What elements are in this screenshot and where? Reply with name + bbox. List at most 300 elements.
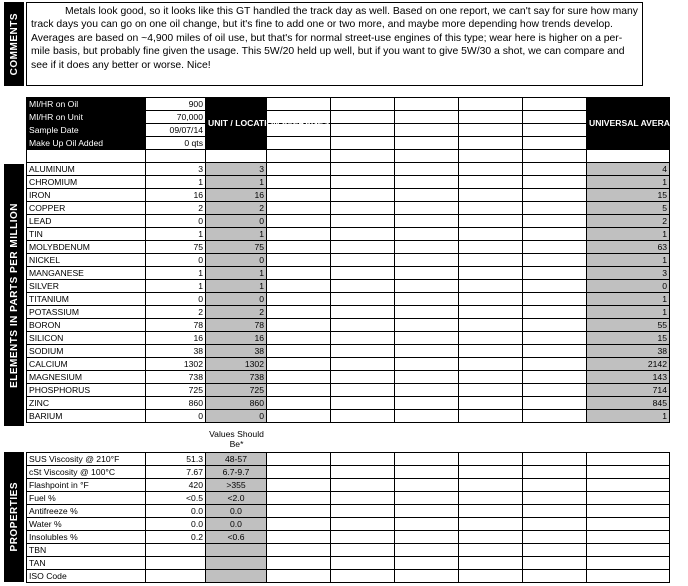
- empty-cell: [523, 544, 587, 557]
- empty-cell: [395, 384, 459, 397]
- empty-cell: [331, 111, 395, 124]
- element-value: 16: [146, 189, 206, 202]
- empty-cell: [523, 215, 587, 228]
- property-name: ISO Code: [27, 570, 146, 583]
- empty-cell: [331, 267, 395, 280]
- element-universal-average: 5: [587, 202, 670, 215]
- property-row: [27, 557, 670, 570]
- empty-cell: [395, 397, 459, 410]
- empty-cell: [267, 267, 331, 280]
- elements-label-text: ELEMENTS IN PARTS PER MILLION: [8, 202, 20, 388]
- property-row: [27, 479, 670, 492]
- empty-cell: [267, 492, 331, 505]
- empty-cell: [459, 358, 523, 371]
- empty-cell: [331, 384, 395, 397]
- property-name: SUS Viscosity @ 210°F: [27, 453, 146, 466]
- empty-cell: [267, 544, 331, 557]
- elements-table: [26, 97, 688, 423]
- empty-cell: [459, 332, 523, 345]
- empty-cell: [267, 410, 331, 423]
- empty-cell: [395, 306, 459, 319]
- empty-cell: [459, 466, 523, 479]
- empty-cell: [523, 332, 587, 345]
- element-value: 38: [146, 345, 206, 358]
- empty-cell: [267, 518, 331, 531]
- property-should-be: [206, 544, 267, 557]
- element-row: [27, 163, 670, 176]
- empty-cell: [587, 453, 670, 466]
- element-name: SILICON: [27, 332, 146, 345]
- empty-cell: [523, 492, 587, 505]
- empty-cell: [523, 557, 587, 570]
- empty-cell: [459, 505, 523, 518]
- element-name: MAGNESIUM: [27, 371, 146, 384]
- element-name: LEAD: [27, 215, 146, 228]
- empty-cell: [267, 163, 331, 176]
- element-value: 738: [146, 371, 206, 384]
- property-should-be: >355: [206, 479, 267, 492]
- sample-info-label: Make Up Oil Added: [27, 137, 146, 150]
- empty-cell: [523, 293, 587, 306]
- empty-cell: [395, 241, 459, 254]
- empty-cell: [331, 306, 395, 319]
- property-should-be: 48-57: [206, 453, 267, 466]
- element-row: [27, 397, 670, 410]
- empty-cell: [267, 98, 331, 111]
- element-unit-average: 3: [206, 163, 267, 176]
- element-value: 1: [146, 267, 206, 280]
- property-value: 0.0: [146, 505, 206, 518]
- element-row: [27, 293, 670, 306]
- empty-cell: [267, 557, 331, 570]
- empty-cell: [331, 137, 395, 150]
- empty-cell: [459, 570, 523, 583]
- empty-cell: [331, 358, 395, 371]
- element-value: 1: [146, 280, 206, 293]
- empty-cell: [395, 267, 459, 280]
- element-value: 1: [146, 176, 206, 189]
- empty-cell: [523, 111, 587, 124]
- values-should-be-label: Values Should Be*: [209, 429, 264, 449]
- property-row: [27, 453, 670, 466]
- element-row: [27, 254, 670, 267]
- sample-info-value: 70,000: [146, 111, 206, 124]
- element-row: [27, 358, 670, 371]
- empty-cell: [523, 479, 587, 492]
- element-name: COPPER: [27, 202, 146, 215]
- element-unit-average: 16: [206, 332, 267, 345]
- empty-cell: [523, 453, 587, 466]
- property-name: Insolubles %: [27, 531, 146, 544]
- element-name: NICKEL: [27, 254, 146, 267]
- unit-location-averages-header: UNIT / LOCATION AVERAGES: [206, 98, 267, 150]
- element-row: [27, 176, 670, 189]
- element-universal-average: 714: [587, 384, 670, 397]
- empty-cell: [267, 137, 331, 150]
- element-unit-average: 0: [206, 410, 267, 423]
- empty-cell: [523, 176, 587, 189]
- empty-cell: [331, 397, 395, 410]
- element-row: [27, 228, 670, 241]
- empty-cell: [523, 345, 587, 358]
- empty-cell: [459, 557, 523, 570]
- element-unit-average: 16: [206, 189, 267, 202]
- empty-cell: [331, 202, 395, 215]
- element-unit-average: 2: [206, 306, 267, 319]
- element-value: 2: [146, 202, 206, 215]
- empty-cell: [523, 466, 587, 479]
- empty-cell: [523, 505, 587, 518]
- properties-label-text: PROPERTIES: [8, 482, 20, 552]
- empty-cell: [331, 293, 395, 306]
- empty-cell: [459, 544, 523, 557]
- empty-cell: [267, 384, 331, 397]
- empty-cell: [395, 505, 459, 518]
- empty-cell: [395, 518, 459, 531]
- element-universal-average: 143: [587, 371, 670, 384]
- property-should-be: 0.0: [206, 518, 267, 531]
- empty-cell: [395, 466, 459, 479]
- spacer-row: [27, 150, 670, 163]
- empty-cell: [267, 280, 331, 293]
- empty-cell: [395, 137, 459, 150]
- empty-cell: [331, 531, 395, 544]
- empty-cell: [267, 319, 331, 332]
- empty-cell: [587, 466, 670, 479]
- element-unit-average: 75: [206, 241, 267, 254]
- element-unit-average: 0: [206, 254, 267, 267]
- empty-cell: [587, 518, 670, 531]
- element-name: PHOSPHORUS: [27, 384, 146, 397]
- empty-cell: [459, 293, 523, 306]
- empty-cell: [331, 371, 395, 384]
- empty-cell: [331, 163, 395, 176]
- empty-cell: [331, 98, 395, 111]
- empty-cell: [459, 254, 523, 267]
- element-universal-average: 1: [587, 254, 670, 267]
- property-should-be: 6.7-9.7: [206, 466, 267, 479]
- element-value: 860: [146, 397, 206, 410]
- sample-info-value: 900: [146, 98, 206, 111]
- empty-cell: [459, 228, 523, 241]
- empty-cell: [395, 492, 459, 505]
- element-value: 0: [146, 254, 206, 267]
- element-row: [27, 410, 670, 423]
- empty-cell: [523, 98, 587, 111]
- empty-cell: [459, 202, 523, 215]
- element-name: ZINC: [27, 397, 146, 410]
- empty-cell: [331, 228, 395, 241]
- empty-cell: [267, 358, 331, 371]
- element-unit-average: 0: [206, 215, 267, 228]
- empty-cell: [523, 241, 587, 254]
- empty-cell: [459, 531, 523, 544]
- element-name: CALCIUM: [27, 358, 146, 371]
- properties-table: [26, 452, 670, 583]
- property-should-be: [206, 570, 267, 583]
- property-value: [146, 544, 206, 557]
- empty-cell: [459, 319, 523, 332]
- empty-cell: [267, 228, 331, 241]
- empty-cell: [459, 189, 523, 202]
- sample-info-value: 0 qts: [146, 137, 206, 150]
- element-universal-average: 3: [587, 267, 670, 280]
- empty-cell: [267, 397, 331, 410]
- empty-cell: [459, 518, 523, 531]
- property-value: <0.5: [146, 492, 206, 505]
- element-value: 725: [146, 384, 206, 397]
- empty-cell: [395, 150, 459, 163]
- element-row: [27, 189, 670, 202]
- element-unit-average: 78: [206, 319, 267, 332]
- empty-cell: [331, 453, 395, 466]
- empty-cell: [206, 150, 267, 163]
- property-value: [146, 570, 206, 583]
- empty-cell: [267, 202, 331, 215]
- empty-cell: [523, 570, 587, 583]
- empty-cell: [459, 241, 523, 254]
- sample-info-row: [27, 124, 670, 137]
- empty-cell: [459, 371, 523, 384]
- comments-text: Metals look good, so it looks like this GT handled the track day as well. Based on one report, we can't say for sure how many track days you can go on one oil change, but it's fine to add one or two more, and maybe more depending how trends develop. Averages are based on ~4,900 miles of oil use, but that's for normal street-use engines of this type; wear here is higher on a per-mile basis, but probably fine given the usage. This 5W/20 held up well, but if you want to give 5W/30 a shot, we can compare and see if it does any better or worse. Nice!: [31, 6, 638, 71]
- element-name: TIN: [27, 228, 146, 241]
- element-name: BORON: [27, 319, 146, 332]
- element-unit-average: 38: [206, 345, 267, 358]
- empty-cell: [523, 319, 587, 332]
- element-unit-average: 1: [206, 267, 267, 280]
- element-unit-average: 1: [206, 228, 267, 241]
- element-unit-average: 860: [206, 397, 267, 410]
- element-row: [27, 384, 670, 397]
- element-universal-average: 2: [587, 215, 670, 228]
- empty-cell: [395, 479, 459, 492]
- empty-cell: [331, 215, 395, 228]
- comments-box: [26, 2, 643, 86]
- sample-info-row: [27, 111, 670, 124]
- empty-cell: [523, 280, 587, 293]
- property-row: [27, 570, 670, 583]
- empty-cell: [331, 332, 395, 345]
- empty-cell: [587, 505, 670, 518]
- empty-cell: [267, 466, 331, 479]
- sample-info-row: [27, 98, 670, 111]
- empty-cell: [395, 176, 459, 189]
- element-universal-average: 1: [587, 293, 670, 306]
- empty-cell: [395, 332, 459, 345]
- property-row: [27, 518, 670, 531]
- empty-cell: [395, 254, 459, 267]
- property-name: Antifreeze %: [27, 505, 146, 518]
- empty-cell: [331, 466, 395, 479]
- empty-cell: [267, 293, 331, 306]
- empty-cell: [267, 241, 331, 254]
- empty-cell: [459, 137, 523, 150]
- element-universal-average: 0: [587, 280, 670, 293]
- element-name: ALUMINUM: [27, 163, 146, 176]
- empty-cell: [395, 570, 459, 583]
- property-value: 7.67: [146, 466, 206, 479]
- sample-info-row: [27, 137, 670, 150]
- element-row: [27, 319, 670, 332]
- element-name: MANGANESE: [27, 267, 146, 280]
- empty-cell: [331, 492, 395, 505]
- empty-cell: [459, 280, 523, 293]
- sample-info-label: MI/HR on Unit: [27, 111, 146, 124]
- element-name: SILVER: [27, 280, 146, 293]
- empty-cell: [395, 531, 459, 544]
- empty-cell: [523, 410, 587, 423]
- element-value: 2: [146, 306, 206, 319]
- element-row: [27, 202, 670, 215]
- empty-cell: [523, 531, 587, 544]
- element-universal-average: 2142: [587, 358, 670, 371]
- empty-cell: [331, 518, 395, 531]
- element-unit-average: 2: [206, 202, 267, 215]
- element-universal-average: 1: [587, 306, 670, 319]
- empty-cell: [459, 150, 523, 163]
- element-name: IRON: [27, 189, 146, 202]
- element-universal-average: 1: [587, 228, 670, 241]
- empty-cell: [395, 453, 459, 466]
- empty-cell: [331, 319, 395, 332]
- empty-cell: [523, 518, 587, 531]
- empty-cell: [523, 267, 587, 280]
- element-universal-average: 1: [587, 410, 670, 423]
- empty-cell: [395, 557, 459, 570]
- element-universal-average: 63: [587, 241, 670, 254]
- element-row: [27, 241, 670, 254]
- property-name: TAN: [27, 557, 146, 570]
- empty-cell: [331, 410, 395, 423]
- property-should-be: <2.0: [206, 492, 267, 505]
- element-universal-average: 1: [587, 176, 670, 189]
- empty-cell: [395, 371, 459, 384]
- empty-cell: [459, 384, 523, 397]
- empty-cell: [331, 505, 395, 518]
- element-universal-average: 15: [587, 332, 670, 345]
- element-value: 16: [146, 332, 206, 345]
- empty-cell: [267, 371, 331, 384]
- empty-cell: [267, 176, 331, 189]
- empty-cell: [27, 150, 146, 163]
- empty-cell: [395, 202, 459, 215]
- empty-cell: [523, 137, 587, 150]
- empty-cell: [459, 98, 523, 111]
- element-unit-average: 1: [206, 176, 267, 189]
- property-should-be: 0.0: [206, 505, 267, 518]
- sample-info-value: 09/07/14: [146, 124, 206, 137]
- empty-cell: [459, 124, 523, 137]
- empty-cell: [459, 306, 523, 319]
- element-value: 1: [146, 228, 206, 241]
- empty-cell: [267, 531, 331, 544]
- property-value: 420: [146, 479, 206, 492]
- element-name: CHROMIUM: [27, 176, 146, 189]
- empty-cell: [395, 319, 459, 332]
- empty-cell: [523, 189, 587, 202]
- empty-cell: [267, 215, 331, 228]
- property-name: cSt Viscosity @ 100°C: [27, 466, 146, 479]
- empty-cell: [395, 124, 459, 137]
- property-value: [146, 557, 206, 570]
- element-unit-average: 1: [206, 280, 267, 293]
- empty-cell: [267, 479, 331, 492]
- empty-cell: [331, 176, 395, 189]
- element-name: TITANIUM: [27, 293, 146, 306]
- empty-cell: [331, 280, 395, 293]
- empty-cell: [395, 111, 459, 124]
- empty-cell: [267, 306, 331, 319]
- empty-cell: [523, 163, 587, 176]
- element-row: [27, 280, 670, 293]
- element-row: [27, 306, 670, 319]
- empty-cell: [523, 202, 587, 215]
- element-row: [27, 345, 670, 358]
- empty-cell: [587, 150, 670, 163]
- sample-info-label: MI/HR on Oil: [27, 98, 146, 111]
- element-row: [27, 267, 670, 280]
- element-row: [27, 332, 670, 345]
- empty-cell: [395, 189, 459, 202]
- element-unit-average: 1302: [206, 358, 267, 371]
- element-row: [27, 371, 670, 384]
- empty-cell: [587, 557, 670, 570]
- element-universal-average: 4: [587, 163, 670, 176]
- sample-info-label: Sample Date: [27, 124, 146, 137]
- property-name: Water %: [27, 518, 146, 531]
- empty-cell: [331, 570, 395, 583]
- property-name: Flashpoint in °F: [27, 479, 146, 492]
- empty-cell: [459, 345, 523, 358]
- element-universal-average: 55: [587, 319, 670, 332]
- universal-averages-header: UNIVERSAL AVERAGES: [587, 98, 670, 150]
- empty-cell: [459, 410, 523, 423]
- empty-cell: [395, 293, 459, 306]
- empty-cell: [331, 345, 395, 358]
- property-row: [27, 531, 670, 544]
- empty-cell: [267, 254, 331, 267]
- element-value: 75: [146, 241, 206, 254]
- empty-cell: [331, 254, 395, 267]
- empty-cell: [267, 505, 331, 518]
- element-universal-average: 38: [587, 345, 670, 358]
- empty-cell: [587, 479, 670, 492]
- element-universal-average: 845: [587, 397, 670, 410]
- empty-cell: [459, 215, 523, 228]
- element-value: 3: [146, 163, 206, 176]
- empty-cell: [523, 358, 587, 371]
- empty-cell: [395, 410, 459, 423]
- empty-cell: [395, 215, 459, 228]
- empty-cell: [146, 150, 206, 163]
- properties-section-label: [4, 452, 24, 582]
- empty-cell: [395, 280, 459, 293]
- empty-cell: [331, 124, 395, 137]
- empty-cell: [395, 163, 459, 176]
- element-value: 78: [146, 319, 206, 332]
- empty-cell: [267, 570, 331, 583]
- element-value: 1302: [146, 358, 206, 371]
- property-row: [27, 466, 670, 479]
- property-value: 0.0: [146, 518, 206, 531]
- empty-cell: [523, 397, 587, 410]
- empty-cell: [523, 384, 587, 397]
- empty-cell: [267, 345, 331, 358]
- comments-label-text: COMMENTS: [8, 12, 20, 76]
- empty-cell: [587, 531, 670, 544]
- empty-cell: [459, 163, 523, 176]
- empty-cell: [523, 150, 587, 163]
